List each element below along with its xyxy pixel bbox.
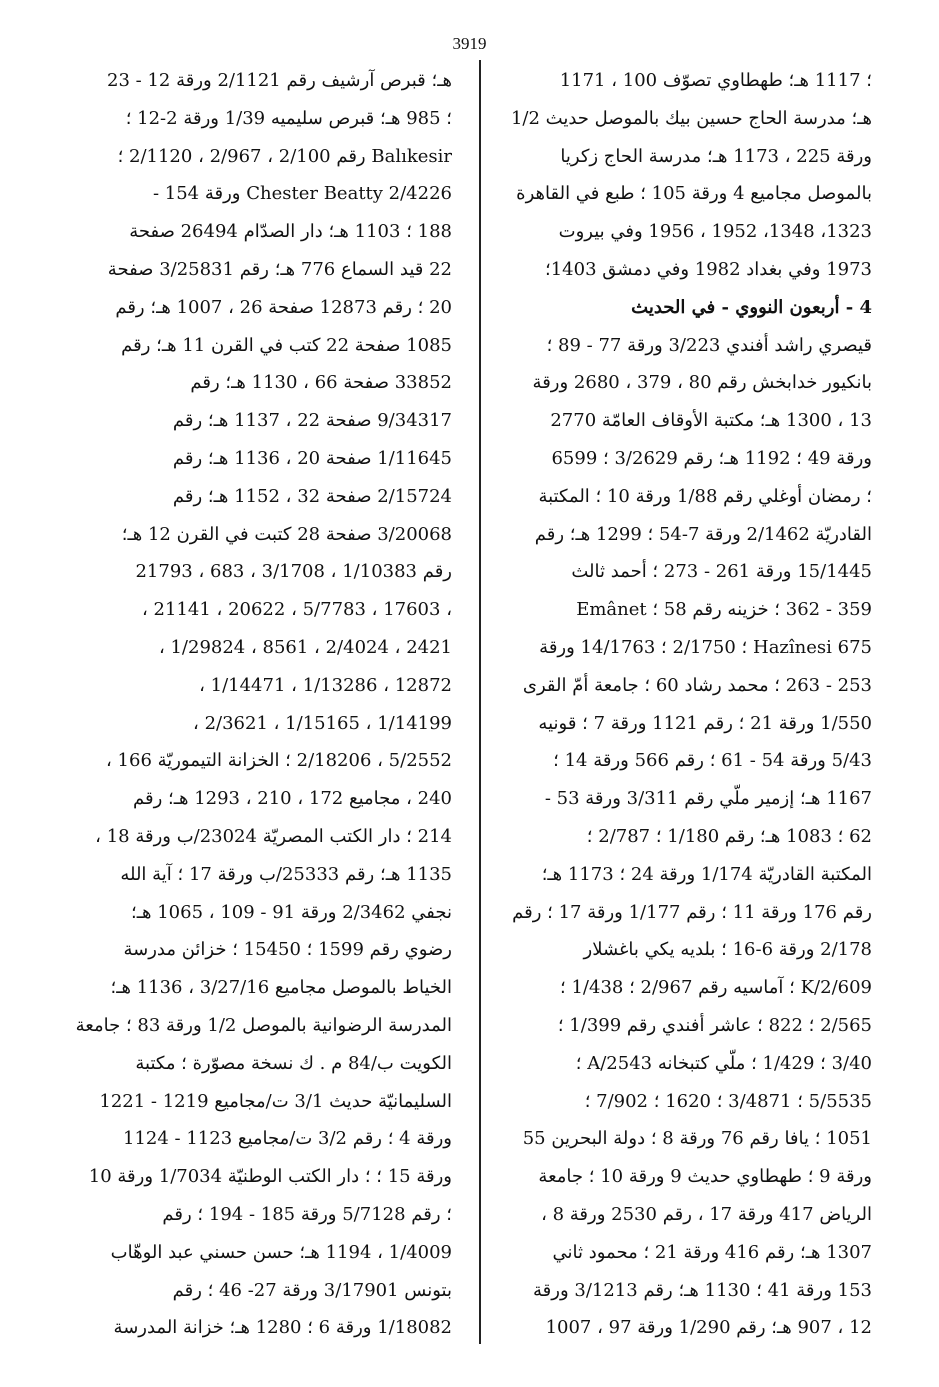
text-line: الرياض 417 ورقة 17 ، رقم 2530 ورقة 8 ،	[541, 1203, 872, 1225]
text-line: 62 ؛ 1083 هـ؛ رقم 1/180 ؛ 2/787 ؛	[586, 825, 872, 847]
text-line: 5/2552 ، 2/18206 ؛ الخزانة التيموريّة 166 ،	[106, 750, 452, 772]
text-line: 1/14199 ، 1/15165 ، 2/3621 ،	[193, 712, 452, 734]
text-line: بتونس 3/17901 ورقة 27- 46 ؛ رقم	[172, 1279, 452, 1301]
text-line: قيصري راشد أفندي 3/223 ورقة 77 - 89 ؛	[546, 334, 872, 356]
text-line: 12 ، 907 هـ؛ رقم 1/290 ورقة 97 ، 1007	[545, 1317, 872, 1339]
text-line: المدرسة الرضوانية بالموصل 1/2 ورقة 83 ؛ جامعة	[75, 1014, 452, 1036]
text-line: 1307 هـ؛ رقم 416 ورقة 21 ؛ محمود ثاني	[552, 1241, 872, 1263]
text-line: 5/5535 ؛ 3/4871 ؛ 1620 ؛ 7/902 ؛	[584, 1090, 872, 1112]
text-line: ورقة 4 ؛ رقم 3/2 ت/مجاميع 1123 - 1124	[123, 1128, 452, 1150]
text-line: 1135 هـ؛ رقم 25333/ب ورقة 17 ؛ آية الله	[120, 863, 452, 885]
text-line: المكتبة القادريّة 1/174 ورقة 24 ؛ 1173 هـ؛	[541, 863, 872, 885]
text-line: ؛ رقم 5/7128 ورقة 185 - 194 ؛ رقم	[162, 1203, 452, 1225]
section-heading: 4 - أربعون النووي - في الحديث	[631, 296, 872, 318]
text-line: رضوي رقم 1599 ؛ 15450 ؛ خزائن مدرسة	[123, 939, 452, 961]
text-line: 15/1445 ورقة 261 - 273 ؛ أحمد ثالث	[571, 561, 872, 583]
text-line: ورقة 49 ؛ 1192 هـ؛ رقم 3/2629 ؛ 6599	[551, 447, 872, 469]
text-line: 22 قيد السماع 776 هـ؛ رقم 3/25831 صفحة	[107, 258, 452, 280]
text-line: Hazînesi 675 ؛ 2/1750 ؛ 14/1763 ورقة	[539, 636, 872, 658]
text-line: 240 ، مجاميع 172 ، 210 ، 1293 هـ؛ رقم	[132, 788, 452, 810]
text-line: هـ؛ قبرص آرشيف رقم 2/1121 ورقة 12 - 23	[107, 70, 452, 91]
text-line: 2/178 ورقة 6-16 ؛ بلديه يكي باغشلار	[583, 939, 872, 961]
text-line: ؛ 1117 هـ؛ طهطاوي تصوّف 100 ، 1171	[559, 70, 872, 91]
text-line: 1085 صفحة 22 كتب في القرن 11 هـ؛ رقم	[121, 334, 452, 356]
text-line: الخياط بالموصل مجاميع 3/27/16 ، 1136 هـ؛	[110, 977, 452, 999]
text-line: ورقة 15 ؛ ؛ دار الكتب الوطنيّة 1/7034 ورقة 10	[88, 1166, 452, 1188]
text-line: 188 ؛ 1103 هـ؛ دار الصدّام 26494 صفحة	[129, 221, 452, 243]
right-text-column	[500, 62, 872, 1347]
text-line: 33852 صفحة 66 ، 1130 هـ؛ رقم	[190, 372, 452, 394]
left-text-column	[60, 62, 452, 1347]
text-line: 1973 وفي بغداد 1982 وفي دمشق 1403؛	[545, 258, 872, 280]
text-line: ورقة 9 ؛ طهطاوي حديث 9 ورقة 10 ؛ جامعة	[538, 1166, 872, 1188]
text-line: 3/20068 صفحة 28 كتبت في القرن 12 هـ؛	[121, 523, 452, 545]
text-line: 1167 هـ؛ إزمير ملّي رقم 3/311 ورقة 53 -	[544, 788, 872, 810]
text-line: 153 ورقة 41 ؛ 1130 هـ؛ رقم 3/1213 ورقة	[533, 1279, 872, 1301]
text-line: ورقة 225 ، 1173 هـ؛ مدرسة الحاج زكريا	[560, 145, 872, 167]
text-line: ؛ 985 هـ؛ قبرص سليميه 1/39 ورقة 2-12 ؛	[125, 107, 452, 129]
column-divider	[479, 60, 481, 1344]
text-line: رقم 176 ورقة 11 ؛ رقم 1/177 ورقة 17 ؛ رقم	[512, 901, 872, 923]
text-line: رقم 1/10383 ، 3/1708 ، 683 ، 21793	[135, 561, 452, 583]
text-line: 1/18082 ورقة 6 ؛ 1280 هـ؛ خزانة المدرسة	[113, 1317, 452, 1339]
text-line: الكويت ب/84 م . ك نسخة مصوّرة ؛ مكتبة	[135, 1052, 452, 1074]
text-line: 253 - 263 ؛ محمد رشاد 60 ؛ جامعة أمّ القرى	[522, 674, 872, 696]
text-line: 2/609/K ؛ آماسيه رقم 2/967 ؛ 1/438 ؛	[560, 977, 872, 999]
text-line: 1/550 ورقة 21 ؛ رقم 1121 ورقة 7 ؛ قونيه	[538, 712, 872, 734]
text-line: 214 ؛ دار الكتب المصريّة 23024/ب ورقة 18 ،	[95, 825, 452, 847]
text-line: 9/34317 صفحة 22 ، 1137 هـ؛ رقم	[172, 410, 452, 432]
text-line: 1051 ؛ يافا رقم 76 ورقة 8 ؛ دولة البحرين 55	[522, 1128, 872, 1150]
text-line: Balıkesir رقم 2/100 ، 2/967 ، 2/1120 ؛	[117, 145, 452, 167]
text-line: نجفي 2/3462 ورقة 91 - 109 ، 1065 هـ؛	[131, 901, 452, 923]
text-line: 20 ؛ رقم 12873 صفحة 26 ، 1007 هـ؛ رقم	[115, 296, 452, 318]
text-line: القادريّة 2/1462 ورقة 7-54 ؛ 1299 هـ؛ رقم	[534, 523, 872, 545]
text-line: السليمانيّة حديث 3/1 ت/مجاميع 1219 - 1221	[99, 1090, 452, 1112]
text-line: 1/4009 ، 1194 هـ؛ حسن حسني عبد الوهّاب	[110, 1241, 452, 1263]
text-line: بانكيور خدابخش رقم 80 ، 379 ، 2680 ورقة	[532, 372, 872, 394]
text-line: هـ؛ مدرسة الحاج حسين بيك بالموصل حديث 1/2	[510, 107, 872, 129]
text-line: ؛ رمضان أوغلي رقم 1/88 ورقة 10 ؛ المكتبة	[538, 485, 872, 507]
text-line: 5/43 ورقة 54 - 61 ؛ رقم 566 ورقة 14 ؛	[553, 750, 872, 772]
text-line: 2421 ، 2/4024 ، 8561 ، 1/29824 ،	[158, 636, 452, 658]
text-line: 359 - 362 ؛ خزينه رقم 58 ؛ Emânet	[576, 599, 872, 621]
text-line: 2/565 ؛ 822 ؛ عاشر أفندي رقم 1/399 ؛	[557, 1014, 872, 1036]
text-line: 1/11645 صفحة 20 ، 1136 هـ؛ رقم	[172, 447, 452, 469]
text-line: ، 17603 ، 5/7783 ، 20622 ، 21141 ،	[142, 599, 452, 621]
text-line: 3/40 ؛ 1/429 ؛ ملّي كتبخانه 2543/A ؛	[575, 1052, 872, 1074]
text-line: 13 ، 1300 هـ؛ مكتبة الأوقاف العامّة 2770	[550, 410, 872, 432]
page-number: 3919	[452, 34, 487, 53]
text-line: 1323، 1348، 1952 ، 1956 وفي بيروت	[558, 221, 872, 243]
text-line: Chester Beatty 2/4226 ورقة 154 -	[152, 183, 452, 205]
text-line: 2/15724 صفحة 32 ، 1152 هـ؛ رقم	[172, 485, 452, 507]
text-line: 12872 ، 1/13286 ، 1/14471 ،	[199, 674, 452, 696]
text-line: بالموصل مجاميع 4 ورقة 105 ؛ طبع في القاهرة	[516, 183, 872, 205]
